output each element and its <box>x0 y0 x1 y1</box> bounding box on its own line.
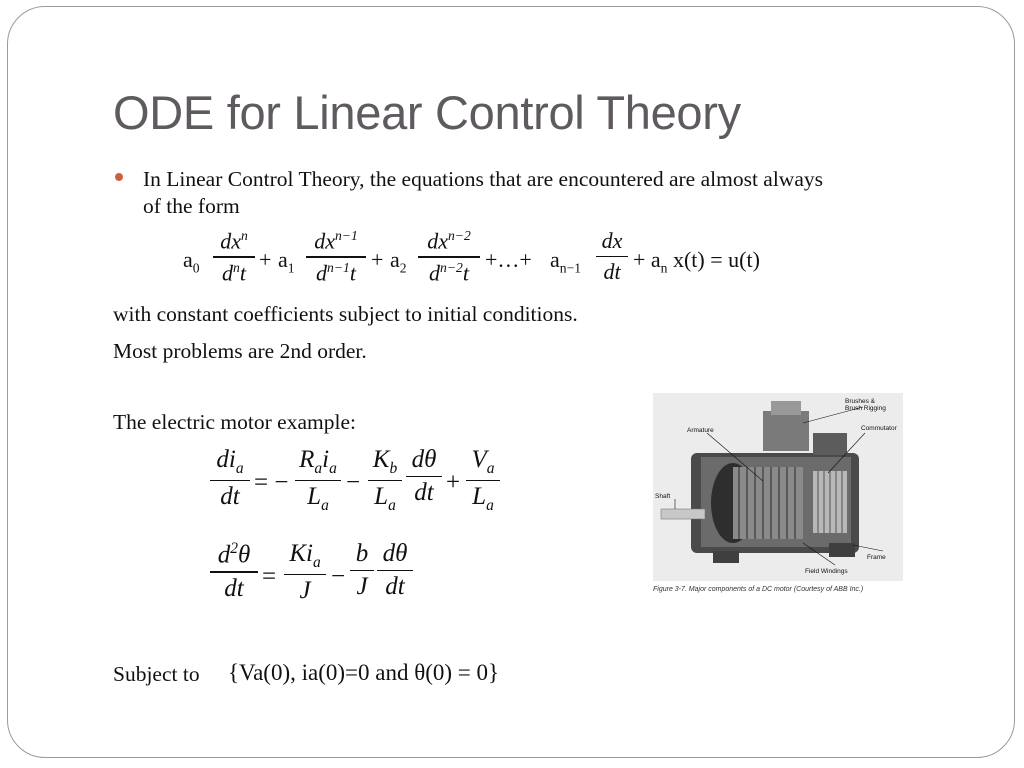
eq2-minus: − <box>331 563 346 590</box>
label-brushes: Brushes & <box>845 398 875 405</box>
eq1-minus: − <box>346 469 361 496</box>
eq1-lhs-frac: $di_a$ dt <box>210 446 250 511</box>
eq2-term2-frac: b J <box>350 540 374 601</box>
ode-ellipsis: +…+ <box>485 247 532 272</box>
figure-caption: Figure 3-7. Major components of a DC motor (Courtesy of ABB Inc.) <box>653 586 864 593</box>
eq2-lhs-frac: $d^2\theta$ dt <box>210 540 258 603</box>
eq1-term4-frac: $V_a$ $L_a$ <box>466 446 500 515</box>
subject-to-label: Subject to <box>113 662 200 686</box>
eq2-term3-frac: dθ dt <box>377 540 413 601</box>
ode-frac-last: dx dt <box>596 228 628 285</box>
eq1-equals: = − <box>254 469 289 496</box>
ode-frac-1: $dx^{n-1}$ $d^{n-1}t$ <box>306 228 366 286</box>
label-frame: Frame <box>867 554 886 561</box>
initial-conditions: {Va(0), ia(0)=0 and θ(0) = 0} <box>228 660 500 685</box>
order-line: Most problems are 2nd order. <box>113 339 367 363</box>
ode-coef-last: $a_{n-1}$ <box>550 247 582 276</box>
eq1-term1-frac: $R_ai_a$ $L_a$ <box>295 446 341 515</box>
bullet-text-line-1: In Linear Control Theory, the equations that are encountered are almost always <box>143 167 823 191</box>
bullet-text-line-2: of the form <box>143 194 240 218</box>
ode-coef-0: $a_0$ <box>183 247 200 276</box>
label-armature: Armature <box>687 427 714 434</box>
ode-plus-2: + <box>371 247 384 272</box>
eq2-equals: = <box>262 563 277 590</box>
ode-tail: + $a_n$ x(t) = u(t) <box>633 247 760 276</box>
eq1-term2-frac: $K_b$ $L_a$ <box>368 446 402 515</box>
eq1-term3-frac: dθ dt <box>406 446 442 507</box>
motor-example-line: The electric motor example: <box>113 410 356 434</box>
eq1-plus: + <box>446 469 461 496</box>
coefficients-line: with constant coefficients subject to initial conditions. <box>113 302 578 326</box>
dc-motor-image <box>653 393 903 581</box>
ode-frac-2: $dx^{n-2}$ $d^{n-2}t$ <box>418 228 480 286</box>
label-shaft: Shaft <box>655 493 671 500</box>
eq2-term1-frac: $Ki_a$ J <box>284 540 326 605</box>
label-brush-rigging: Brush Rigging <box>845 405 886 412</box>
ode-frac-0: $dx^n$ $d^nt$ <box>213 228 255 286</box>
ode-plus-1: + <box>259 247 272 272</box>
slide-title: ODE for Linear Control Theory <box>113 86 741 139</box>
ode-coef-1: $a_1$ <box>278 247 295 276</box>
label-field-windings: Field Windings <box>805 568 848 575</box>
label-commutator: Commutator <box>861 425 897 432</box>
ode-coef-2: $a_2$ <box>390 247 407 276</box>
dc-motor-illustration <box>653 393 903 581</box>
